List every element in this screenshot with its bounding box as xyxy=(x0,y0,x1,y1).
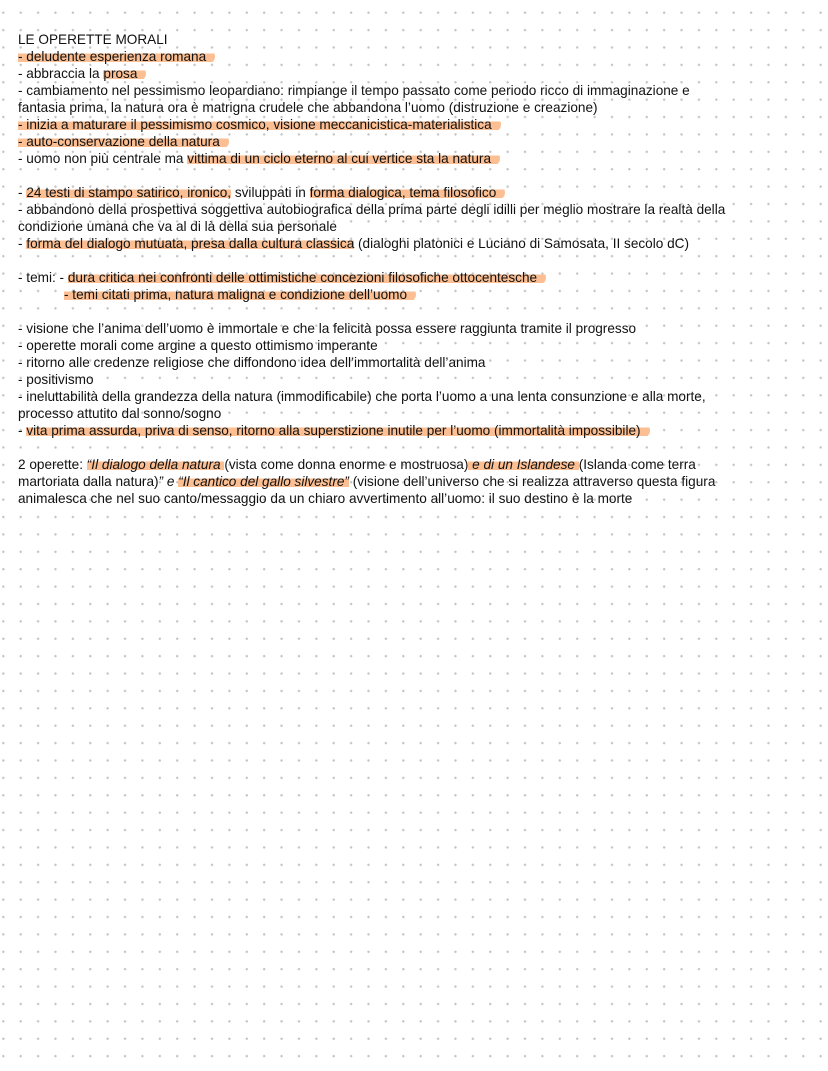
themes-label: - temi: - xyxy=(18,270,68,285)
text-span: - uomo non più centrale ma xyxy=(18,151,188,166)
spacer xyxy=(18,252,818,269)
highlight: 24 testi di stampo satirico, ironico, xyxy=(26,185,232,200)
highlight: dura critica nei confronti delle ottimistiche concezioni filosofiche ottocentesche xyxy=(68,270,546,285)
text-span: (visione dell’universo che si realizza attraverso questa figura xyxy=(348,474,716,489)
highlight: - inizia a maturare il pessimismo cosmico, visione meccanicistica-materialistica xyxy=(18,117,501,132)
note-line: - operette morali come argine a questo ottimismo imperante xyxy=(18,338,378,353)
spacer xyxy=(18,303,818,320)
text-span: ” e xyxy=(158,474,179,489)
text-span: - abbraccia la xyxy=(18,66,104,81)
note-line xyxy=(18,150,818,167)
themes-line xyxy=(18,286,818,303)
highlight: “Il dialogo della natura xyxy=(86,457,225,472)
note-line xyxy=(18,422,818,439)
text-span: sviluppati in xyxy=(231,185,310,200)
text-span: - xyxy=(18,236,27,251)
note-line: - positivismo xyxy=(18,372,94,387)
text-span: 2 operette: xyxy=(18,457,87,472)
spacer xyxy=(18,167,818,184)
highlight: “Il cantico del gallo silvestre” xyxy=(178,474,349,489)
page-title: LE OPERETTE MORALI xyxy=(18,32,168,47)
note-line: fantasia prima, la natura ora è matrigna crudele che abbandona l’uomo (distruzione e creazione) xyxy=(18,100,598,115)
note-line xyxy=(18,235,818,252)
note-line xyxy=(18,133,818,150)
note-line xyxy=(18,184,818,201)
highlight: - temi citati prima, natura maligna e condizione dell’uomo xyxy=(64,287,416,302)
note-line: - visione che l’anima dell’uomo è immortale e che la felicità possa essere raggiunta tramite il progresso xyxy=(18,321,637,336)
note-line xyxy=(18,456,818,473)
highlight: e di un Islandese xyxy=(468,457,579,472)
highlight: vita prima assurda, priva di senso, ritorno alla superstizione inutile per l’uomo (immortalità impossibile) xyxy=(26,423,649,438)
highlight: - deludente esperienza romana xyxy=(18,49,215,64)
themes-line xyxy=(18,269,818,286)
text-span: (dialoghi platonici e Luciano di Samosata, II secolo dC) xyxy=(354,236,689,251)
highlight: vittima di un ciclo eterno al cui vertice sta la natura xyxy=(187,151,500,166)
text-span: (vista come donna enorme e mostruosa) xyxy=(224,457,469,472)
text-span: - xyxy=(18,423,27,438)
note-line: animalesca che nel suo canto/messaggio da un chiaro avvertimento all’uomo: il suo destino è la morte xyxy=(18,491,633,506)
highlight: forma dialogica, tema filosofico xyxy=(310,185,506,200)
highlight: forma del dialogo mutuata, presa dalla cultura classica xyxy=(26,236,355,251)
spacer xyxy=(18,439,818,456)
notes-page xyxy=(18,31,818,507)
note-line: - abbandono della prospettiva soggettiva autobiografica della prima parte degli idilli per meglio mostrare la realtà della xyxy=(18,202,726,217)
note-line: processo attutito dal sonno/sogno xyxy=(18,406,222,421)
text-span: martoriata dalla natura) xyxy=(18,474,159,489)
note-line xyxy=(18,473,818,490)
note-line xyxy=(18,65,818,82)
text-span: (Islanda come terra xyxy=(578,457,696,472)
note-line: - ineluttabilità della grandezza della natura (immodificabile) che porta l’uomo a una lenta consunzione e alla morte, xyxy=(18,389,706,404)
note-line: condizione umana che va al di là della sua personale xyxy=(18,219,337,234)
note-line xyxy=(18,48,818,65)
highlight: prosa xyxy=(103,66,146,81)
highlight: - auto-conservazione della natura xyxy=(18,134,229,149)
note-line xyxy=(18,116,818,133)
text-span: - xyxy=(18,185,27,200)
note-line: - ritorno alle credenze religiose che diffondono idea dell’immortalità dell’anima xyxy=(18,355,486,370)
note-line: - cambiamento nel pessimismo leopardiano: rimpiange il tempo passato come periodo ricco di immaginazione e xyxy=(18,83,690,98)
